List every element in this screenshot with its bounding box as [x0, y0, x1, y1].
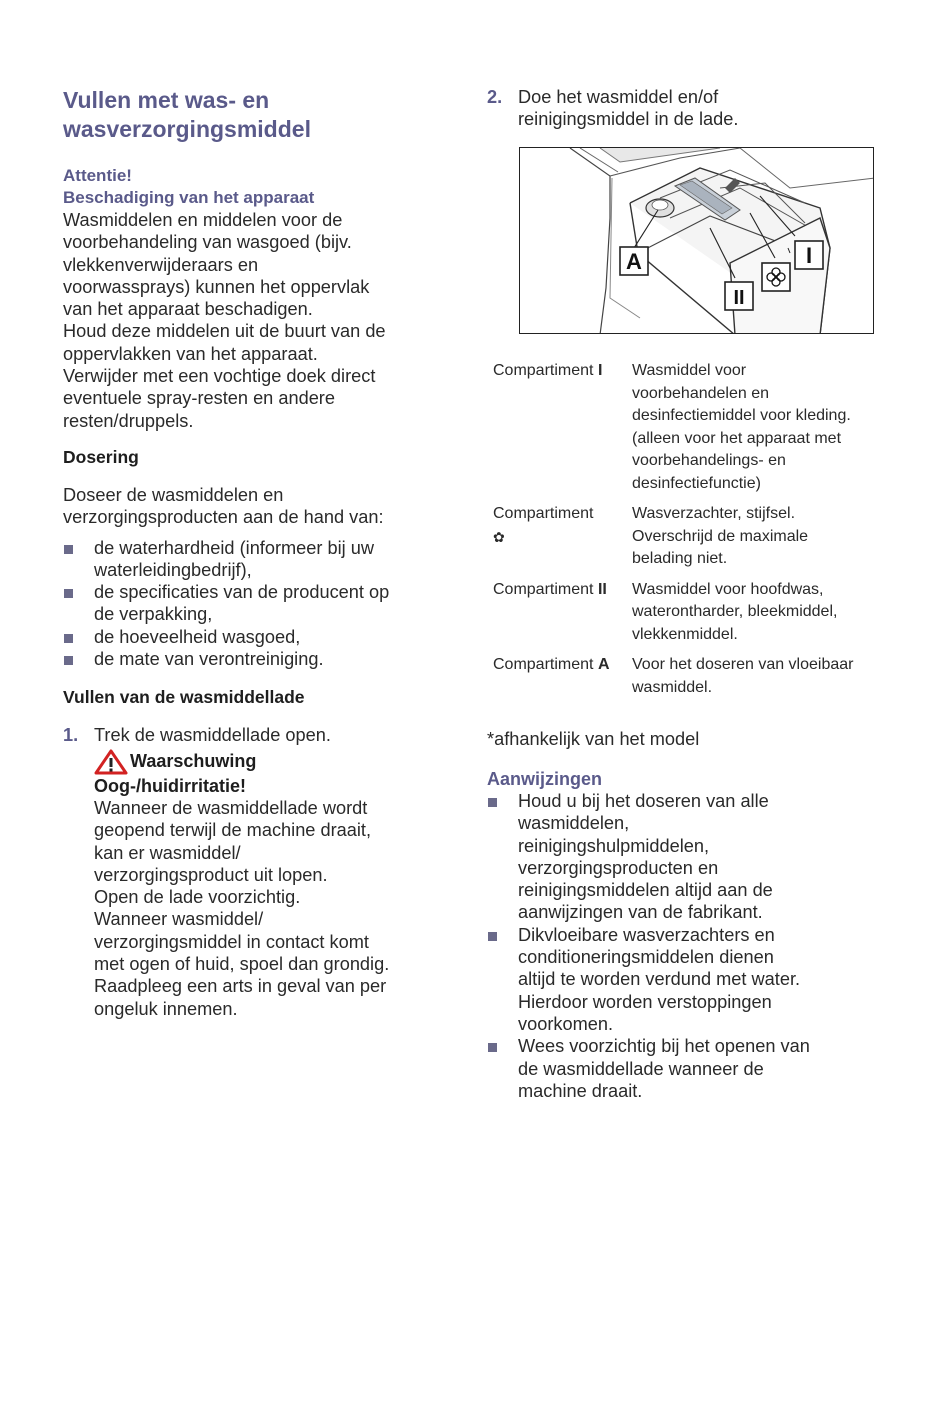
hints-list	[487, 790, 887, 1102]
list-item: de waterhardheid (informeer bij uw waterleidingbedrijf),	[63, 537, 455, 582]
compartment-label: Compartiment I	[493, 362, 603, 379]
attention-subtitle: Beschadiging van het apparaat	[63, 188, 315, 207]
compartment-label: Compartiment II	[493, 580, 607, 598]
right-column	[487, 86, 887, 131]
table-row	[493, 503, 887, 571]
step-1: 1. Trek de wasmiddellade open. Waarschuwing Oog-/huidirritatie! Wanneer de wasmiddellade wordt geopend terwijl de machine draait, kan er wasmiddel/ verzorgingsproduct uit lopen. Open de lade voorzichtig. Wanneer wasmiddel/ verzorgingsmiddel in contact komt met ogen of huid, spoel dan grondig. Raadpleeg een arts in geval van per ongeluk innemen.	[63, 724, 455, 1020]
attention-label: Attentie!	[63, 166, 132, 185]
dosing-heading: Dosering	[63, 446, 139, 467]
drawer-illustration	[520, 148, 874, 334]
warning-subtitle: Oog-/huidirritatie!	[94, 775, 246, 796]
compartment-label: Compartiment A	[493, 656, 610, 673]
attention-text: Wasmiddelen en middelen voor de voorbehandeling van wasgoed (bijv. vlekkenverwijderaars en voorwassprays) kunnen het oppervlak van het apparaat beschadigen. Houd deze middelen uit de buurt van de oppervlakken van het apparaat. Verwijder met een vochtige doek direct eventuele spray-resten en andere resten/druppels.	[63, 210, 386, 431]
hints-heading: Aanwijzingen	[487, 769, 603, 789]
table-row	[493, 579, 887, 647]
list-item: Wees voorzichtig bij het openen van de wasmiddellade wanneer de machine draait.	[487, 1035, 887, 1102]
table-row	[493, 654, 887, 699]
flower-icon: ✿	[493, 528, 505, 545]
list-item: Dikvloeibare wasverzachters en conditioneringsmiddelen dienen altijd te worden verdund met water. Hierdoor worden verstoppingen voorkomen.	[487, 924, 887, 1035]
list-item: de hoeveelheid wasgoed,	[63, 626, 455, 648]
left-column	[63, 86, 455, 1020]
list-item: de mate van verontreiniging.	[63, 648, 455, 670]
dosing-list	[63, 537, 455, 671]
hints-block	[487, 768, 887, 1102]
warning-title: Waarschuwing	[94, 749, 455, 775]
dosing-intro: Doseer de wasmiddelen en verzorgingsproducten aan de hand van:	[63, 484, 384, 528]
warning-text: Wanneer de wasmiddellade wordt geopend terwijl de machine draait, kan er wasmiddel/ verzorgingsproduct uit lopen. Open de lade voorzichtig. Wanneer wasmiddel/ verzorgingsmiddel in contact komt met ogen of huid, spoel dan grondig. Raadpleeg een arts in geval van per ongeluk innemen.	[94, 797, 390, 1019]
fill-heading: Vullen van de wasmiddellade	[63, 687, 305, 708]
step-number: 2.	[487, 87, 503, 107]
label-two: II	[733, 287, 745, 309]
table-row	[493, 360, 887, 495]
label-a: A	[626, 249, 642, 274]
list-item: Houd u bij het doseren van alle wasmiddelen, reinigingshulpmiddelen, verzorgingsproducten en reinigingsmiddelen altijd aan de aanwijzingen van de fabrikant.	[487, 790, 887, 924]
compartment-label: Compartiment ✿	[493, 503, 632, 571]
compartment-description: Voor het doseren van vloeibaar wasmiddel.	[632, 656, 854, 696]
step-2: 2. Doe het wasmiddel en/of reinigingsmiddel in de lade.	[487, 87, 739, 130]
compartment-table	[493, 360, 887, 707]
step-number: 1.	[63, 725, 79, 746]
page-title: Vullen met was- en wasverzorgingsmiddel	[63, 87, 311, 142]
model-footnote: *afhankelijk van het model	[487, 729, 700, 749]
compartment-description: Wasmiddel voor voorbehandelen en desinfectiemiddel voor kleding. (alleen voor het apparaat met voorbehandelings- en desinfectiefunctie)	[632, 362, 851, 492]
attention-block	[63, 165, 455, 432]
compartment-description: Wasverzachter, stijfsel. Overschrijd de maximale belading niet.	[632, 505, 809, 567]
warning-icon	[94, 749, 128, 775]
detergent-drawer-diagram	[519, 147, 874, 334]
list-item: de specificaties van de producent op de verpakking,	[63, 581, 455, 626]
compartment-description: Wasmiddel voor hoofdwas, waterontharder, bleekmiddel, vlekkenmiddel.	[632, 580, 838, 643]
label-one: I	[805, 243, 813, 268]
